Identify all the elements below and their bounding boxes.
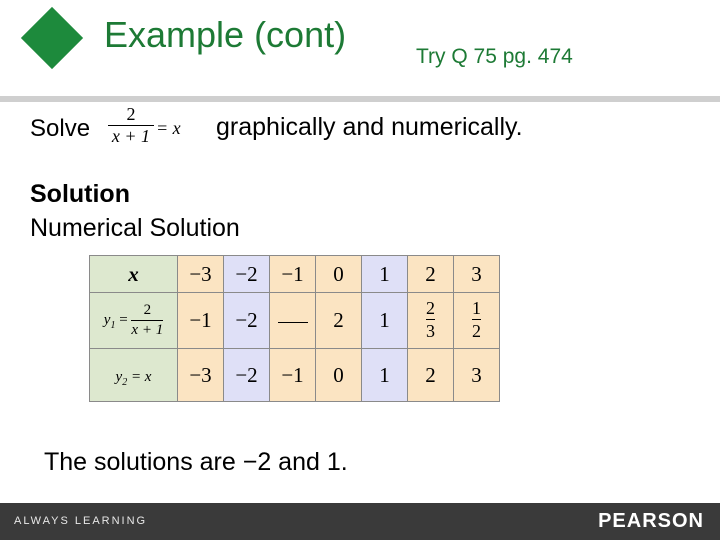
solution-heading: Solution — [30, 180, 130, 208]
numerical-heading: Numerical Solution — [30, 214, 240, 242]
y1-cell-undefined — [270, 293, 316, 349]
y1-cell: 2 — [316, 293, 362, 349]
x-cell: 3 — [454, 256, 500, 293]
table-row-x — [90, 256, 500, 293]
x-cell: −3 — [178, 256, 224, 293]
pearson-logo: PEARSON — [598, 510, 704, 532]
fraction-numerator: 2 — [426, 298, 435, 318]
try-note: Try Q 75 pg. 474 — [416, 45, 573, 68]
y1-denominator: x + 1 — [131, 322, 164, 338]
conclusion-text: The solutions are −2 and 1. — [44, 448, 348, 476]
x-cell: 1 — [362, 256, 408, 293]
fraction-numerator: 1 — [472, 298, 481, 318]
equation — [108, 104, 188, 160]
fraction-bar — [472, 319, 481, 320]
fraction-denominator: 3 — [426, 321, 435, 341]
y1-subscript: 1 — [110, 319, 116, 331]
y2-cell: 2 — [408, 349, 454, 402]
y2-cell: 3 — [454, 349, 500, 402]
y2-cell: 0 — [316, 349, 362, 402]
y2-cell: −3 — [178, 349, 224, 402]
y2-lhs: y — [115, 369, 123, 385]
values-table — [89, 255, 500, 402]
diamond-icon — [21, 7, 83, 69]
y1-header — [90, 293, 178, 349]
fraction-denominator: 2 — [472, 321, 481, 341]
fraction-bar — [426, 319, 435, 320]
equation-fraction — [108, 104, 154, 147]
table-row-y1 — [90, 293, 500, 349]
y2-cell: −1 — [270, 349, 316, 402]
y1-numerator: 2 — [143, 302, 152, 318]
undefined-dash — [278, 322, 308, 323]
x-cell: −1 — [270, 256, 316, 293]
equation-numerator: 2 — [126, 104, 136, 124]
y1-fraction-cell — [472, 298, 481, 341]
x-header: x — [90, 256, 178, 293]
y2-cell: 1 — [362, 349, 408, 402]
y1-cell — [454, 293, 500, 349]
y2-subscript: 2 — [122, 377, 128, 388]
y1-equals: = — [119, 311, 128, 328]
fraction-bar — [131, 320, 163, 321]
y2-header — [90, 349, 178, 402]
footer-bar — [0, 503, 720, 540]
y2-equals: = x — [130, 369, 152, 385]
x-cell: 2 — [408, 256, 454, 293]
equation-denominator: x + 1 — [111, 126, 151, 146]
y1-cell — [408, 293, 454, 349]
y1-cell: 1 — [362, 293, 408, 349]
y1-cell: −2 — [224, 293, 270, 349]
title-divider — [0, 96, 720, 102]
y1-cell: −1 — [178, 293, 224, 349]
graph-text: graphically and numerically. — [216, 113, 523, 141]
solve-label: Solve — [30, 115, 91, 142]
y1-fraction-cell — [426, 298, 435, 341]
table-row-y2 — [90, 349, 500, 402]
x-cell: −2 — [224, 256, 270, 293]
x-cell: 0 — [316, 256, 362, 293]
footer-tagline: ALWAYS LEARNING — [14, 515, 148, 527]
y2-label — [115, 369, 152, 388]
y1-fraction — [131, 302, 163, 339]
equation-rhs: = x — [156, 118, 181, 138]
y2-cell: −2 — [224, 349, 270, 402]
y1-lhs: y — [103, 311, 111, 328]
slide-title: Example (cont) — [104, 14, 347, 55]
y1-label — [103, 302, 164, 338]
